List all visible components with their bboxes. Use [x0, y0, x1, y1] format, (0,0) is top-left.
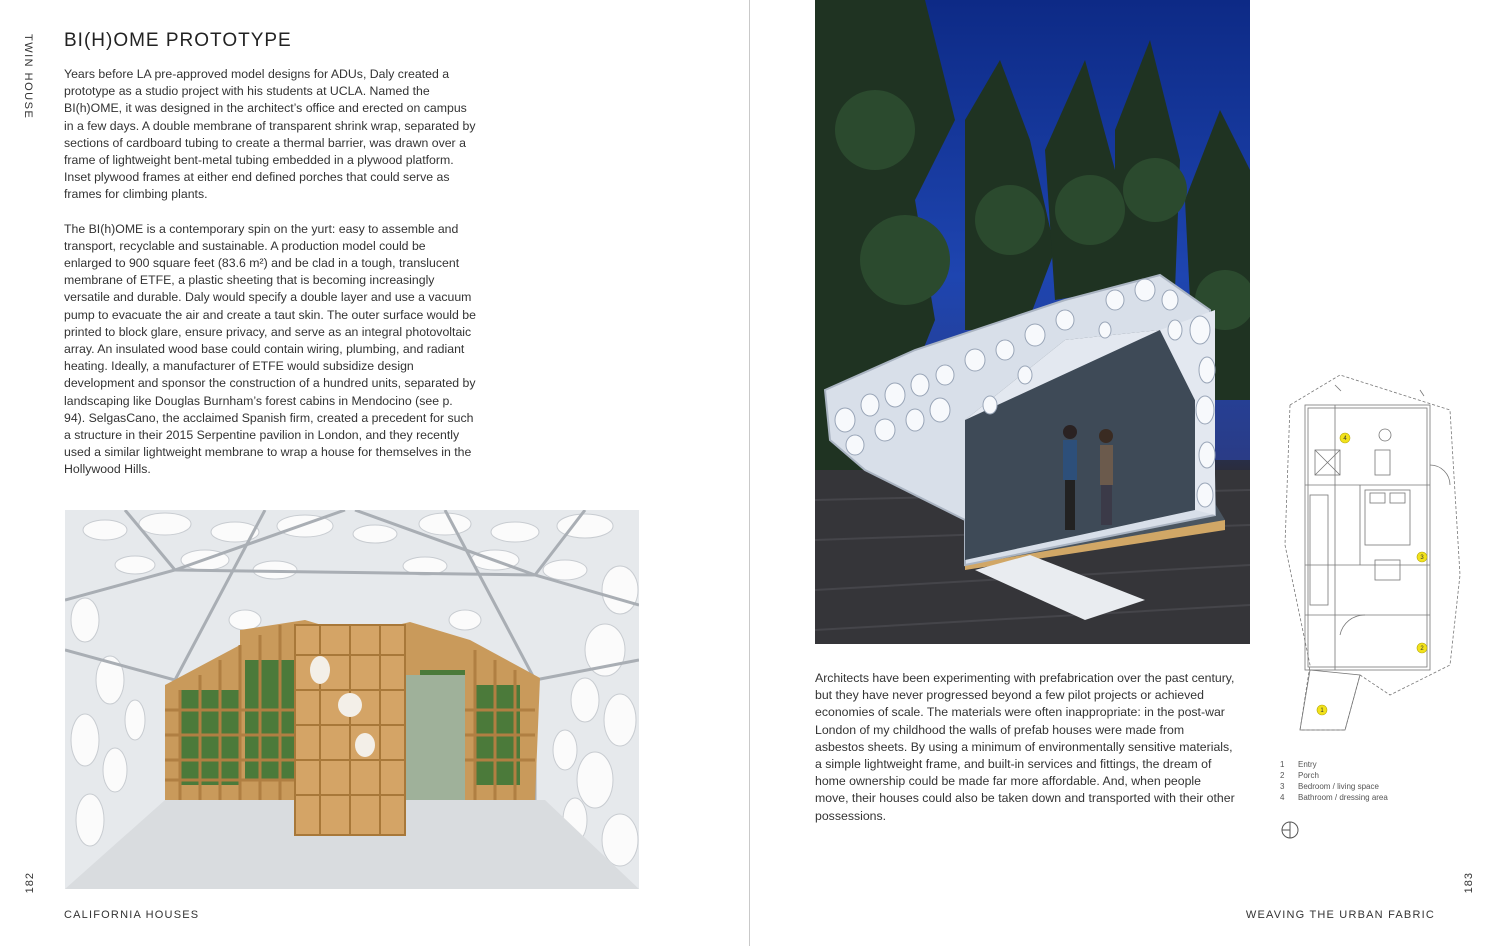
- page-title: BI(H)OME PROTOTYPE: [64, 30, 292, 51]
- folio-right: 183: [1463, 872, 1475, 894]
- floor-plan: [1280, 365, 1480, 735]
- legend-item: 4 Bathroom / dressing area: [1280, 793, 1388, 802]
- north-arrow-icon: [1280, 820, 1300, 840]
- paragraph-2: The BI(h)OME is a contemporary spin on the yurt: easy to assemble and transport, recyclable and sustainable. A production model could be enlarged to 900 square feet (83.6 m²) and be clad in a tough, translucent membrane of ETFE, a plastic sheeting that is becoming increasingly versatile and durable. Daly would specify a double layer and use a vacuum pump to evacuate the air and create a taut skin. The outer surface would be printed to block glare, ensure privacy, and serve as an integral photovoltaic array. An insulated wood base could contain wiring, plumbing, and radiant heating. Ideally, a manufacturer of ETFE would subsidize design development and sponsor the construction of a hundred units, separated by landscaping like Douglas Burnham’s forest cabins in Mendocino (see p. 94). SelgasCano, the acclaimed Spanish firm, created a precedent for such a structure in their 2015 Serpentine pavilion in London, and they recently used a similar lightweight membrane to wrap a house for themselves in the Hollywood Hills.: [64, 221, 476, 477]
- interior-photo: [65, 510, 639, 889]
- left-body-text: [64, 66, 476, 496]
- paragraph-1: Years before LA pre-approved model designs for ADUs, Daly created a prototype as a studio project with his students at UCLA. Named the BI(h)OME, it was designed in the architect’s office and erected on campus in a few days. A double membrane of transparent shrink wrap, separated by sections of cardboard tubing to create a thermal barrier, was drawn over a frame of lightweight bent-metal tubing embedded in a plywood platform. Inset plywood frames at either end defined porches that could serve as frames for climbing plants.: [64, 67, 476, 202]
- running-head: TWIN HOUSE: [22, 34, 34, 120]
- legend-item: 3 Bedroom / living space: [1280, 782, 1379, 791]
- footer-right: WEAVING THE URBAN FABRIC: [1245, 909, 1435, 921]
- plan-marker-3: 3: [1420, 555, 1424, 561]
- left-page: [0, 0, 749, 946]
- plan-legend: [1280, 759, 1388, 803]
- plan-marker-4: 4: [1343, 436, 1347, 442]
- plan-marker-1: 1: [1320, 708, 1324, 714]
- legend-item: 1 Entry: [1280, 760, 1317, 769]
- footer-left: CALIFORNIA HOUSES: [64, 909, 200, 921]
- legend-item: 2 Porch: [1280, 771, 1319, 780]
- right-page: [750, 0, 1500, 946]
- right-body-text: [815, 670, 1235, 842]
- plan-marker-2: 2: [1420, 646, 1424, 652]
- exterior-night-photo: [815, 0, 1250, 644]
- paragraph-3: Architects have been experimenting with prefabrication over the past century, but they have never progressed beyond a few pilot projects or achieved economies of scale. The materials were often inappropriate: in the post-war London of my childhood the walls of prefab houses were made from asbestos sheets. By using a minimum of environmentally sensitive materials, a simple lightweight frame, and built-in services and fittings, the dream of home ownership could be made far more affordable. And, when people move, their houses could also be taken down and transported with their other possessions.: [815, 671, 1235, 823]
- folio-left: 182: [24, 872, 36, 894]
